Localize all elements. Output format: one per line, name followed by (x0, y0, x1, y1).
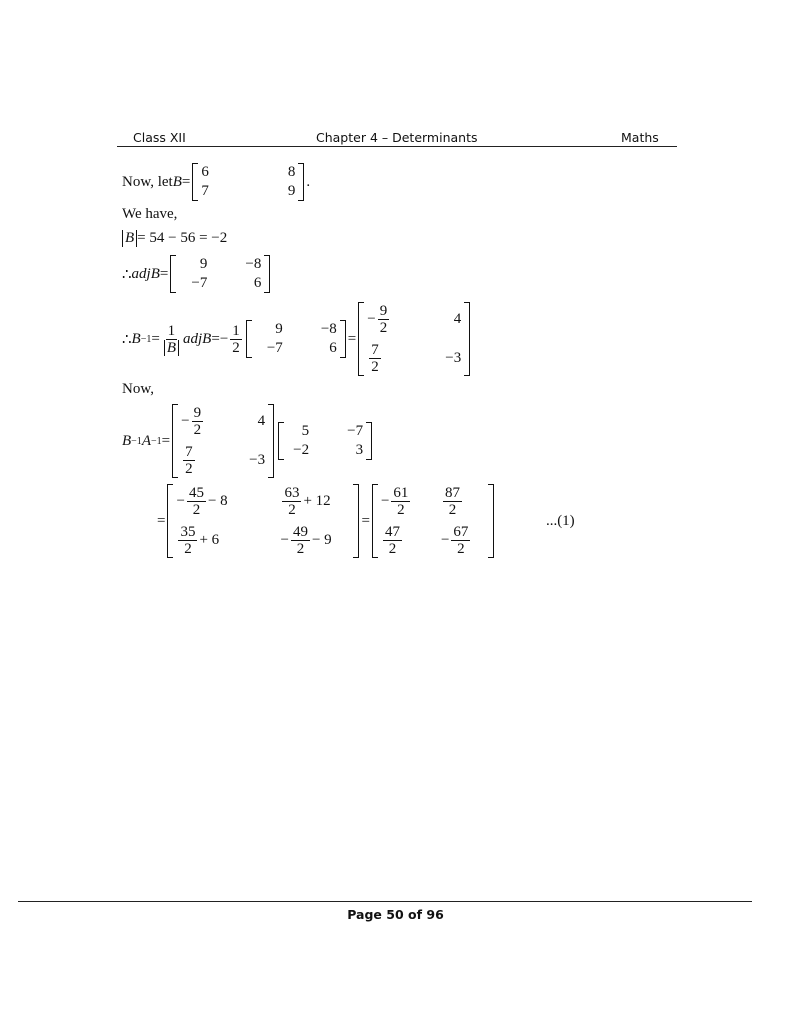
matrix-cell: 7 (201, 183, 209, 199)
header-class: Class XII (133, 130, 186, 145)
inverse-superscript: −1 (131, 435, 142, 447)
denominator: 2 (379, 320, 388, 336)
text-we-have: We have, (122, 206, 178, 222)
therefore-symbol: ∴ (122, 331, 132, 348)
matrix-cell: 9 (199, 256, 208, 272)
numerator: 87 (444, 485, 460, 501)
line-det-B (122, 230, 227, 247)
matrix-cell (441, 485, 485, 518)
line-let-B (122, 163, 310, 201)
matrix-cell: −3 (249, 452, 266, 468)
text-now: Now, (122, 381, 154, 397)
matrix-cell: −8 (245, 256, 262, 272)
line-we-have (122, 206, 177, 223)
var-B: B (131, 330, 141, 347)
minus-sign: − (380, 493, 390, 509)
denominator: 2 (457, 541, 465, 557)
line-now (122, 381, 154, 398)
matrix-cell (367, 303, 407, 336)
adjB-label: adjB (131, 265, 160, 282)
minus-sign: − (440, 532, 450, 548)
matrix-B-inverse (358, 302, 470, 376)
denominator: 2 (192, 502, 201, 518)
numerator: 61 (393, 485, 409, 501)
inverse-superscript: −1 (150, 435, 162, 447)
equals: = (159, 265, 169, 282)
matrix-cell: −2 (293, 442, 310, 458)
equals: = (157, 512, 166, 529)
det-expression: = 54 − 56 = −2 (137, 230, 228, 246)
det-B: B (164, 340, 179, 356)
fraction-one-over-detB (162, 323, 181, 356)
minus-sign: − (280, 532, 289, 548)
matrix-cell (176, 485, 262, 518)
matrix-adjB-repeat (246, 320, 346, 358)
matrix-cell: −8 (320, 321, 337, 337)
matrix-cell: −3 (445, 350, 462, 366)
numerator: 1 (232, 322, 240, 339)
matrix-cell (181, 444, 221, 477)
numerator: 67 (453, 524, 469, 540)
denominator: 2 (397, 502, 405, 518)
matrix-cell (181, 405, 221, 438)
line-B-inverse (122, 302, 472, 376)
matrix-cell (280, 485, 350, 518)
matrix-cell: 9 (287, 183, 296, 199)
denominator: 2 (448, 502, 457, 518)
numerator: 63 (284, 485, 300, 501)
denominator: 2 (184, 541, 192, 557)
matrix-cell: −7 (191, 275, 208, 291)
inverse-superscript: −1 (140, 333, 152, 345)
minus-sign: − (367, 311, 376, 327)
det-B: B (122, 230, 137, 247)
footer-rule (18, 901, 752, 902)
equals: = (151, 330, 160, 347)
equals: = (161, 432, 171, 449)
matrix-cell (176, 524, 262, 557)
matrix-cell: 8 (287, 164, 296, 180)
header-rule (117, 146, 677, 147)
matrix-product-result (372, 484, 494, 558)
therefore-symbol: ∴ (122, 266, 132, 283)
var-A: A (141, 432, 151, 449)
denominator: 2 (388, 541, 397, 557)
denominator: 2 (193, 422, 202, 438)
minus-nine: − 9 (311, 532, 332, 548)
matrix-cell (280, 524, 350, 557)
plus-twelve: + 12 (303, 493, 331, 509)
equals: = (181, 173, 191, 190)
matrix-cell: 9 (275, 321, 283, 337)
matrix-A-inverse (278, 422, 372, 460)
equals: = (347, 330, 357, 347)
plus-six: + 6 (199, 532, 220, 548)
period: . (306, 173, 311, 190)
matrix-product-expanded (167, 484, 359, 558)
denominator: 2 (288, 502, 296, 518)
matrix-cell (381, 485, 425, 518)
matrix-cell (381, 524, 425, 557)
numerator: 1 (167, 322, 176, 339)
page-number: Page 50 of 96 (347, 907, 444, 922)
denominator: 2 (185, 461, 193, 477)
equation-label: ...(1) (545, 512, 575, 529)
fraction-one-half (230, 323, 242, 356)
matrix-cell: −7 (266, 340, 283, 356)
line-adjB (122, 255, 272, 293)
header-chapter: Chapter 4 – Determinants (316, 130, 478, 145)
matrix-cell: −7 (347, 423, 364, 439)
numerator: 9 (193, 405, 202, 421)
denominator: 2 (296, 541, 305, 557)
numerator: 9 (379, 303, 388, 319)
matrix-B-inverse-repeat (172, 404, 274, 478)
numerator: 7 (185, 444, 193, 460)
minus-sign: − (181, 413, 190, 429)
var-B: B (172, 173, 182, 190)
text-now-let: Now, let (122, 173, 173, 190)
adjB-label: adjB (183, 330, 212, 347)
numerator: 49 (292, 524, 308, 540)
minus-eight: − 8 (207, 493, 228, 509)
matrix-cell: 5 (301, 423, 310, 439)
matrix-cell (441, 524, 485, 557)
line-result (157, 484, 575, 558)
equals: = (211, 330, 220, 347)
matrix-cell: 4 (453, 311, 462, 327)
matrix-cell (367, 342, 407, 375)
matrix-cell: 6 (201, 164, 209, 180)
denominator: 2 (371, 359, 379, 375)
matrix-cell: 3 (355, 442, 364, 458)
matrix-adjB (170, 255, 270, 293)
numerator: 7 (371, 342, 379, 358)
numerator: 47 (384, 524, 400, 540)
var-B: B (122, 432, 132, 449)
minus-sign: − (219, 330, 229, 347)
minus-sign: − (176, 493, 185, 509)
matrix-cell: 6 (329, 340, 337, 356)
line-product (122, 404, 374, 478)
equals: = (361, 512, 370, 529)
matrix-cell: 6 (253, 275, 262, 291)
numerator: 45 (188, 485, 204, 501)
denominator: 2 (232, 339, 240, 356)
numerator: 35 (180, 524, 196, 540)
header-subject: Maths (621, 130, 659, 145)
matrix-cell: 4 (257, 413, 266, 429)
matrix-B (192, 163, 304, 201)
